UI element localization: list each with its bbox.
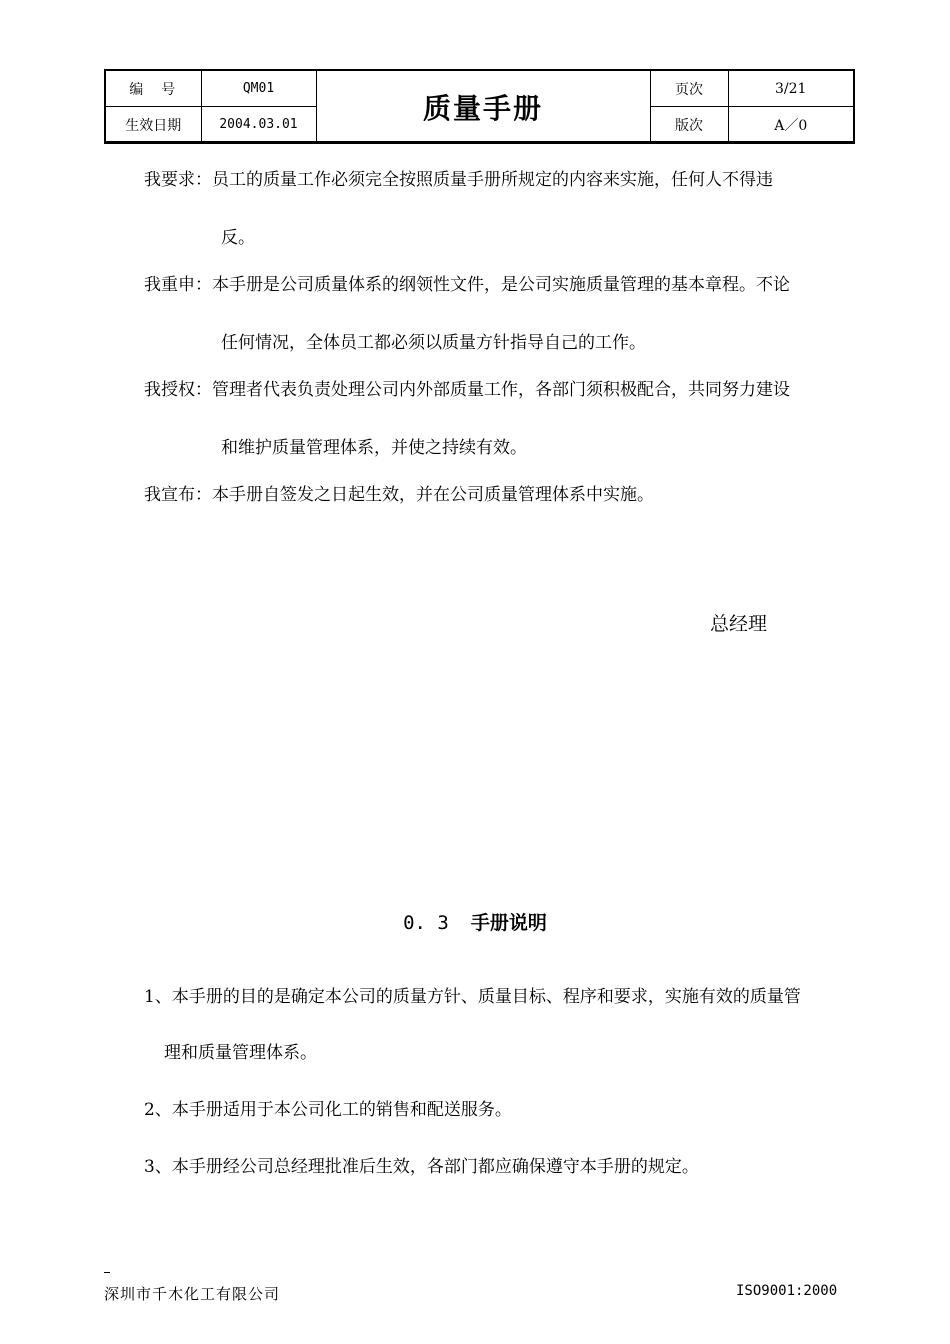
list-item-2: 2、本手册适用于本公司化工的销售和配送服务。 [144, 1100, 512, 1120]
document-header-table [104, 69, 855, 144]
list-item-3: 3、本手册经公司总经理批准后生效，各部门都应确保遵守本手册的规定。 [144, 1157, 699, 1177]
signature-general-manager: 总经理 [710, 613, 768, 635]
code-label: 编 号 [105, 70, 201, 107]
version-label: 版次 [650, 107, 728, 144]
statement-authorize [144, 380, 790, 400]
footer-company: 深圳市千木化工有限公司 [104, 1285, 281, 1303]
page-label: 页次 [650, 70, 728, 107]
statement-reaffirm [144, 275, 790, 295]
statement-label: 我授权： [144, 380, 212, 400]
version-value: A／0 [728, 107, 854, 144]
page-value: 3/21 [728, 70, 854, 107]
statement-label: 我宣布： [144, 485, 212, 505]
header-rule [104, 141, 853, 143]
statement-text: 员工的质量工作必须完全按照质量手册所规定的内容来实施，任何人不得违 [212, 170, 773, 190]
statement-require [144, 170, 773, 190]
statement-declare [144, 485, 654, 505]
document-title: 质量手册 [316, 70, 650, 143]
section-heading [0, 908, 950, 935]
code-value: QM01 [201, 70, 316, 107]
footer-mark [104, 1272, 110, 1273]
statement-reaffirm-continued: 任何情况，全体员工都必须以质量方针指导自己的工作。 [221, 333, 646, 353]
list-item-1: 1、本手册的目的是确定本公司的质量方针、质量目标、程序和要求，实施有效的质量管 [144, 987, 801, 1007]
list-item-1-continued: 理和质量管理体系。 [164, 1043, 317, 1063]
section-number: 0. 3 [403, 912, 449, 934]
effective-date-label: 生效日期 [105, 107, 201, 144]
statement-text: 本手册是公司质量体系的纲领性文件，是公司实施质量管理的基本章程。不论 [212, 275, 790, 295]
statement-require-continued: 反。 [221, 228, 255, 248]
statement-label: 我重申： [144, 275, 212, 295]
statement-authorize-continued: 和维护质量管理体系，并使之持续有效。 [221, 438, 527, 458]
footer-standard: ISO9001:2000 [736, 1283, 838, 1299]
statement-text: 管理者代表负责处理公司内外部质量工作，各部门须积极配合，共同努力建设 [212, 380, 790, 400]
statement-text: 本手册自签发之日起生效，并在公司质量管理体系中实施。 [212, 485, 654, 505]
section-title: 手册说明 [470, 912, 547, 934]
effective-date-value: 2004.03.01 [201, 107, 316, 144]
statement-label: 我要求： [144, 170, 212, 190]
